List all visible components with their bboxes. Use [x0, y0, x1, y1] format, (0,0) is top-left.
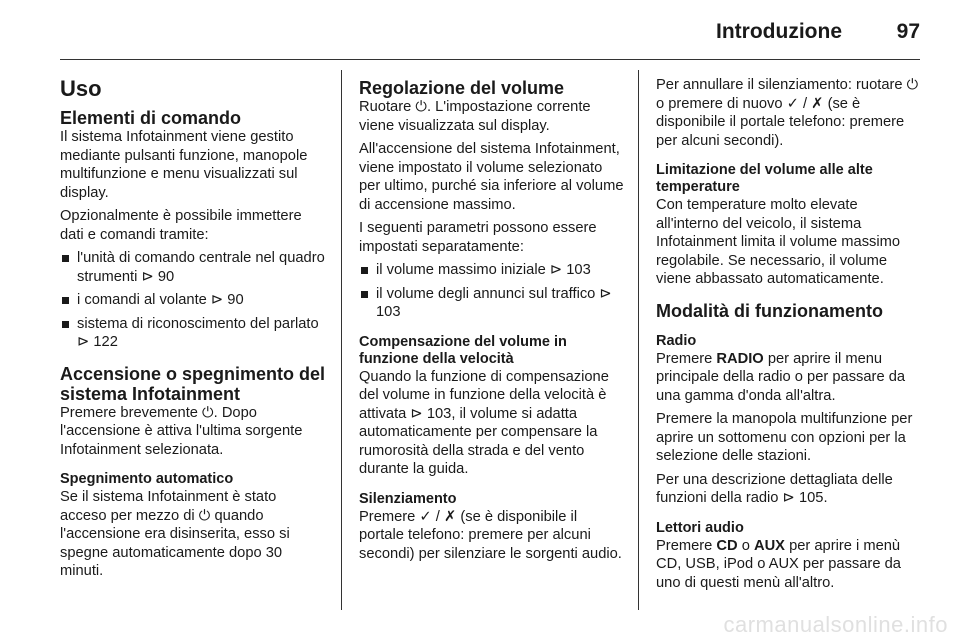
heading-uso: Uso [60, 76, 102, 101]
watermark: carmanualsonline.info [723, 612, 948, 637]
bullet-icon [62, 321, 69, 328]
bullet-icon [62, 255, 69, 262]
heading-limitazione: Limitazione del volume alle alte temperature [656, 162, 873, 195]
page-header [0, 0, 960, 60]
paragraph: Premere ✓ / ✗ (se è disponibile il portale telefono: premere per alcuni secondi) per silenziare le sorgenti audio. [359, 508, 622, 562]
aux-key-label: AUX [753, 537, 785, 554]
list-item: sistema di riconoscimento del parlato ⊳ 122 [60, 315, 326, 352]
column-divider-2 [638, 70, 639, 610]
header-divider [60, 59, 920, 60]
heading-elementi-di-comando: Elementi di comando [60, 108, 242, 128]
column-1 [60, 70, 326, 586]
paragraph: Opzionalmente è possibile immettere dati e comandi tramite: [60, 208, 302, 243]
bullet-icon [361, 291, 368, 298]
list-item: il volume massimo iniziale ⊳ 103 [359, 261, 625, 280]
heading-modalita: Modalità di funzionamento [656, 300, 883, 321]
heading-lettori-audio: Lettori audio [656, 519, 744, 536]
heading-silenziamento: Silenziamento [359, 490, 457, 507]
bullet-icon [361, 267, 368, 274]
paragraph: Il sistema Infotainment viene gestito mediante pulsanti funzione, manopole multifunzione e menu visualizzati sul display. [60, 129, 308, 201]
heading-regolazione-volume: Regolazione del volume [359, 78, 565, 98]
list-item: l'unità di comando centrale nel quadro strumenti ⊳ 90 [60, 249, 326, 286]
paragraph: Per annullare il silenziamento: ruotare ⏻ o premere di nuovo ✓ / ✗ (se è disponibile il portale telefono: premere per alcuni secondi). [656, 77, 919, 149]
heading-compensazione: Compensazione del volume in funzione della velocità [359, 333, 567, 367]
paragraph: Premere brevemente ⏻. Dopo l'accensione è attiva l'ultima sorgente Infotainment selezionata. [60, 404, 303, 458]
paragraph: Ruotare ⏻. L'impostazione corrente viene visualizzata sul display. [359, 99, 591, 134]
column-3 [656, 70, 922, 597]
bullet-icon [62, 297, 69, 304]
column-divider-1 [341, 70, 342, 610]
paragraph: Con temperature molto elevate all'interno del veicolo, il sistema Infotainment limita il volume massimo regolabile. Se necessario, il volume viene abbassato automaticamente. [656, 197, 901, 287]
paragraph: Quando la funzione di compensazione del volume in funzione della velocità è attivata ⊳ 103, il volume si adatta automaticamente per compensare la rumorosità della strada e del vento durante la guida. [359, 368, 609, 477]
column-2 [359, 70, 625, 568]
heading-radio: Radio [656, 332, 697, 349]
list-item: il volume degli annunci sul traffico ⊳ 103 [359, 285, 625, 322]
radio-key-label: RADIO [716, 350, 764, 367]
paragraph: Premere CD o AUX per aprire i menù CD, USB, iPod o AUX per passare da uno di questi menù all'altro. [656, 537, 901, 591]
page-number: 97 [896, 20, 920, 43]
section-title: Introduzione [716, 20, 842, 43]
paragraph: All'accensione del sistema Infotainment, viene impostato il volume selezionato per ultimo, purché sia inferiore al volume di accensione massimo. [359, 141, 624, 213]
paragraph: Se il sistema Infotainment è stato acceso per mezzo di ⏻ quando l'accensione era disinserita, esso si spegne automaticamente dopo 30 minuti. [60, 489, 290, 579]
paragraph: Premere RADIO per aprire il menu principale della radio o per passare da una gamma d'onda all'altra. [656, 350, 906, 404]
list-item: i comandi al volante ⊳ 90 [60, 291, 326, 310]
cd-key-label: CD [716, 537, 738, 554]
heading-spegnimento-automatico: Spegnimento automatico [60, 471, 234, 487]
paragraph: Per una descrizione dettagliata delle funzioni della radio ⊳ 105. [656, 471, 893, 506]
paragraph: I seguenti parametri possono essere impostati separatamente: [359, 220, 597, 255]
heading-accensione: Accensione o spegnimento del sistema Infotainment [60, 363, 326, 404]
paragraph: Premere la manopola multifunzione per aprire un sottomenu con opzioni per la selezione delle stazioni. [656, 411, 913, 464]
